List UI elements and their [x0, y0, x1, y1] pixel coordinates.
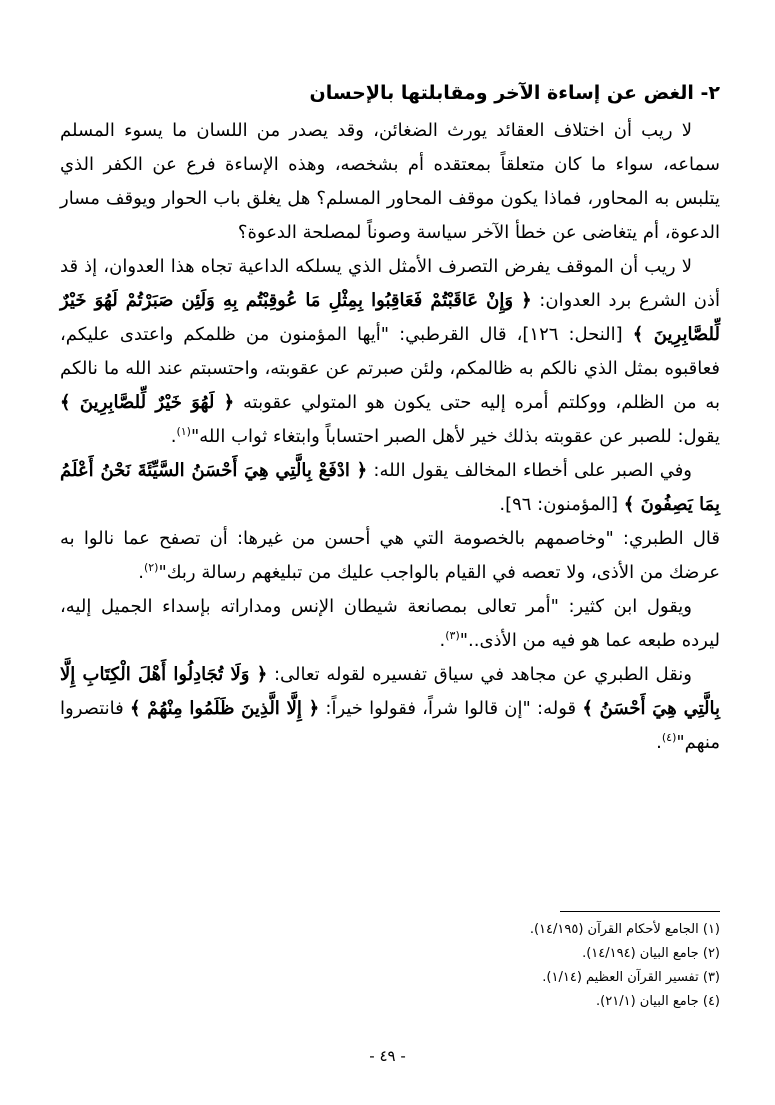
footnotes	[300, 918, 720, 1014]
paragraph-4	[60, 522, 720, 590]
quran-verse: ﴿ ادْفَعْ بِالَّتِي هِيَ أَحْسَنُ السَّيِّئَةَ نَحْنُ أَعْلَمُ بِمَا يَصِفُونَ ﴾	[60, 460, 720, 515]
footnote-item: (٣) تفسير القرآن العظيم (١/١٤).	[542, 970, 720, 985]
footnote-item: (١) الجامع لأحكام القرآن (١٤/١٩٥).	[529, 922, 720, 937]
section-heading: ٢- الغض عن إساءة الآخر ومقابلتها بالإحسان	[309, 82, 720, 104]
text: ونقل الطبري عن مجاهد في سياق تفسيره لقوله تعالى:	[267, 664, 693, 685]
text: لا ريب أن الموقف يفرض التصرف الأمثل الذي يسلكه الداعية تجاه هذا العدوان، إذ قد أذن الشرع برد العدوان:	[60, 256, 720, 311]
text: .	[138, 562, 144, 583]
footnote-item: (٢) جامع البيان (١٤/١٩٤).	[582, 946, 720, 961]
paragraph-3	[60, 454, 720, 522]
quran-verse: ﴿ وَلَا تُجَادِلُوا أَهْلَ الْكِتَابِ إِلَّا بِالَّتِي هِيَ أَحْسَنُ ﴾	[60, 664, 720, 719]
text: [النحل: ١٢٦]، قال القرطبي: "أيها المؤمنون من ظلمكم واعتدى عليكم، فعاقبوه بمثل الذي نالكم به ظالمكم، ولئن صبرتم عن عقوبته، واحتسبتم عند الله ما نالكم به من الظلم، ووكلتم أمره إليه حتى يكون هو المتولي عقوبته	[60, 324, 721, 413]
footnote-ref[interactable]: (١)	[176, 425, 191, 438]
page-number: - ٤٩ -	[369, 1047, 406, 1065]
paragraph-1: لا ريب أن اختلاف العقائد يورث الضغائن، وقد يصدر من اللسان ما يسوء المسلم سماعه، سواء ما كان متعلقاً بمعتقده أم بشخصه، وهذه الإساءة فرع عن الكفر الذي يتلبس به المحاور، فماذا يكون موقف المحاور المسلم؟ هل يغلق باب الحوار ويوقف مسار الدعوة، أم يتغاضى عن خطأ الآخر سياسة وصوناً لمصلحة الدعوة؟	[60, 120, 720, 243]
footnote-ref[interactable]: (٣)	[445, 629, 460, 642]
text: .	[656, 732, 662, 753]
footnote-item: (٤) جامع البيان (٢١/١).	[596, 994, 720, 1009]
footnote-ref[interactable]: (٤)	[661, 731, 677, 744]
quran-verse: ﴿ لَهُوَ خَيْرٌ لِّلصَّابِرِينَ ﴾	[60, 392, 235, 413]
text: يقول: للصبر عن عقوبته بذلك خير لأهل الصبر احتساباً وابتغاء ثواب الله"	[190, 426, 720, 447]
text: .	[170, 426, 177, 447]
footnote-ref[interactable]: (٢)	[143, 561, 159, 574]
quran-verse: ﴿ إِلَّا الَّذِينَ ظَلَمُوا مِنْهُمْ ﴾	[129, 698, 320, 719]
text: [المؤمنون: ٩٦].	[499, 494, 624, 515]
text: فانتصروا منهم"	[60, 698, 720, 753]
page-body	[60, 78, 720, 760]
paragraph-5	[60, 590, 720, 658]
paragraph-6	[60, 658, 720, 760]
text: وفي الصبر على أخطاء المخالف يقول الله:	[367, 460, 692, 481]
text: قال الطبري: "وخاصمهم بالخصومة التي هي أحسن من غيرها: أن تصفح عما نالوا به عرضك من الأذى، ولا تعصه في القيام بالواجب عليك من تبليغهم رسالة ربك"	[60, 528, 720, 583]
footnote-divider	[560, 911, 720, 912]
text: .	[439, 630, 446, 651]
text: قوله: "إن قالوا شراً، فقولوا خيراً:	[319, 698, 583, 719]
quran-verse: ﴿ وَإِنْ عَاقَبْتُمْ فَعَاقِبُوا بِمِثْلِ مَا عُوقِبْتُم بِهِ وَلَئِن صَبَرْتُمْ لَهُوَ خَيْرٌ لِّلصَّابِرِينَ ﴾	[60, 290, 720, 345]
paragraph-2	[60, 250, 720, 454]
text: ويقول ابن كثير: "أمر تعالى بمصانعة شيطان الإنس ومداراته بإسداء الجميل إليه، ليرده طبعه عما هو فيه من الأذى.."	[60, 596, 720, 651]
